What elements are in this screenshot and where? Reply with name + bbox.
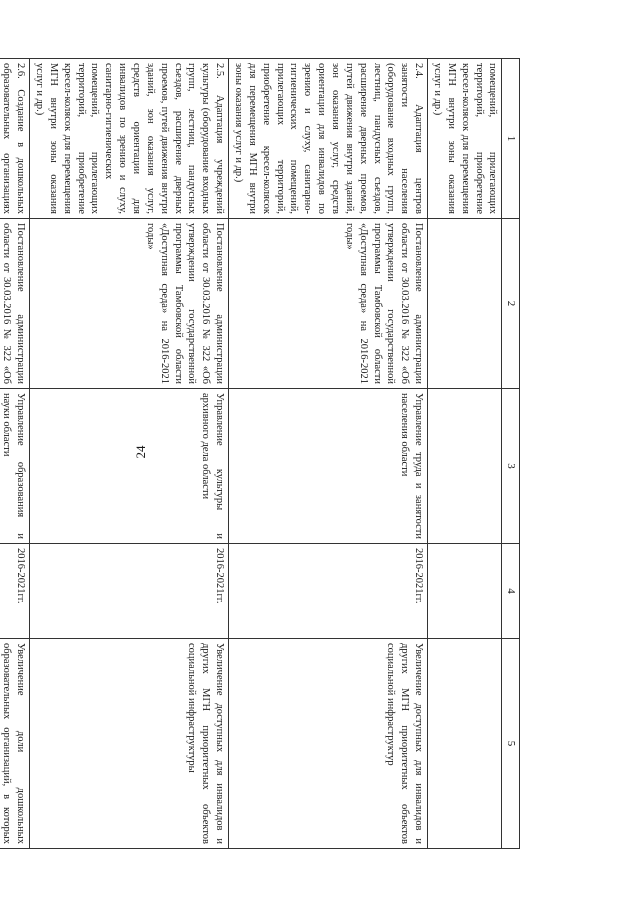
table-row	[30, 59, 229, 849]
measure-cell: 2.5. Адаптация учреждений культуры (оборудование входных групп, лестниц, пандусных съездов, расширение дверных проемов, путей движения внутри зданий, зон оказания услуг, средств ориентации для инвалидов по зрению и слуху, санитарно-гигиенических помещений, прилегающих территорий, приобретение кресел-колясок для перемещения МГН внутри зоны оказания услуг и др.)	[30, 59, 229, 219]
result-cell: Увеличение доступных для инвалидов и других МГН приоритетных объектов социальной инфраструктур	[229, 639, 428, 849]
measure-cell: 2.4. Адаптация центров занятости населения (оборудование входных групп, лестниц, пандусных съездов, расширение дверных проемов, путей движения внутри зданий, зон оказания услуг, средств ориентации для инвалидов по зрению и слуху, санитарно-гигиенических помещений, прилегающих территорий, приобретение кресел-колясок для перемещения МГН внутри зоны оказания услуг и др.)	[229, 59, 428, 219]
document-cell: Постановление администрации области от 30.03.2016 № 322 «Об утверждении государственной программы Тамбовской области «Доступная среда» на 2016-2021 годы»	[30, 219, 229, 389]
table-row	[428, 59, 502, 849]
page-number: 24	[133, 445, 148, 459]
measure-cell: 2.6. Создание в дошкольных образовательных организациях	[0, 59, 30, 219]
header-cell: 1	[502, 59, 520, 219]
executor-cell: Управление труда и занятости населения области	[229, 389, 428, 544]
result-cell: Увеличение доли дошкольных образовательных организаций, в которых	[0, 639, 30, 849]
measures-table	[0, 58, 520, 849]
executor-cell: Управление образования и науки области	[0, 389, 30, 544]
executor-cell: Управление культуры и архивного дела области	[30, 389, 229, 544]
document-cell	[428, 219, 502, 389]
table-header-row	[502, 59, 520, 849]
executor-cell	[428, 389, 502, 544]
table-row	[229, 59, 428, 849]
document-cell: Постановление администрации области от 30.03.2016 № 322 «Об	[0, 219, 30, 389]
period-cell: 2016-2021гг.	[30, 544, 229, 639]
header-cell: 2	[502, 219, 520, 389]
document-cell: Постановление администрации области от 30.03.2016 № 322 «Об утверждении государственной программы Тамбовской области «Доступная среда» на 2016-2021 годы»	[229, 219, 428, 389]
header-cell: 3	[502, 389, 520, 544]
period-cell: 2016-2021гг.	[229, 544, 428, 639]
result-cell	[428, 639, 502, 849]
measure-cell: помещений, прилегающих территорий, приобретение кресел-колясок для перемещения МГН внутри зоны оказания услуг и др.)	[428, 59, 502, 219]
table-row	[0, 59, 30, 849]
header-cell: 5	[502, 639, 520, 849]
period-cell	[428, 544, 502, 639]
result-cell: Увеличение доступных для инвалидов и других МГН приоритетных объектов социальной инфраструктуры	[30, 639, 229, 849]
header-cell: 4	[502, 544, 520, 639]
period-cell: 2016-2021гг.	[0, 544, 30, 639]
